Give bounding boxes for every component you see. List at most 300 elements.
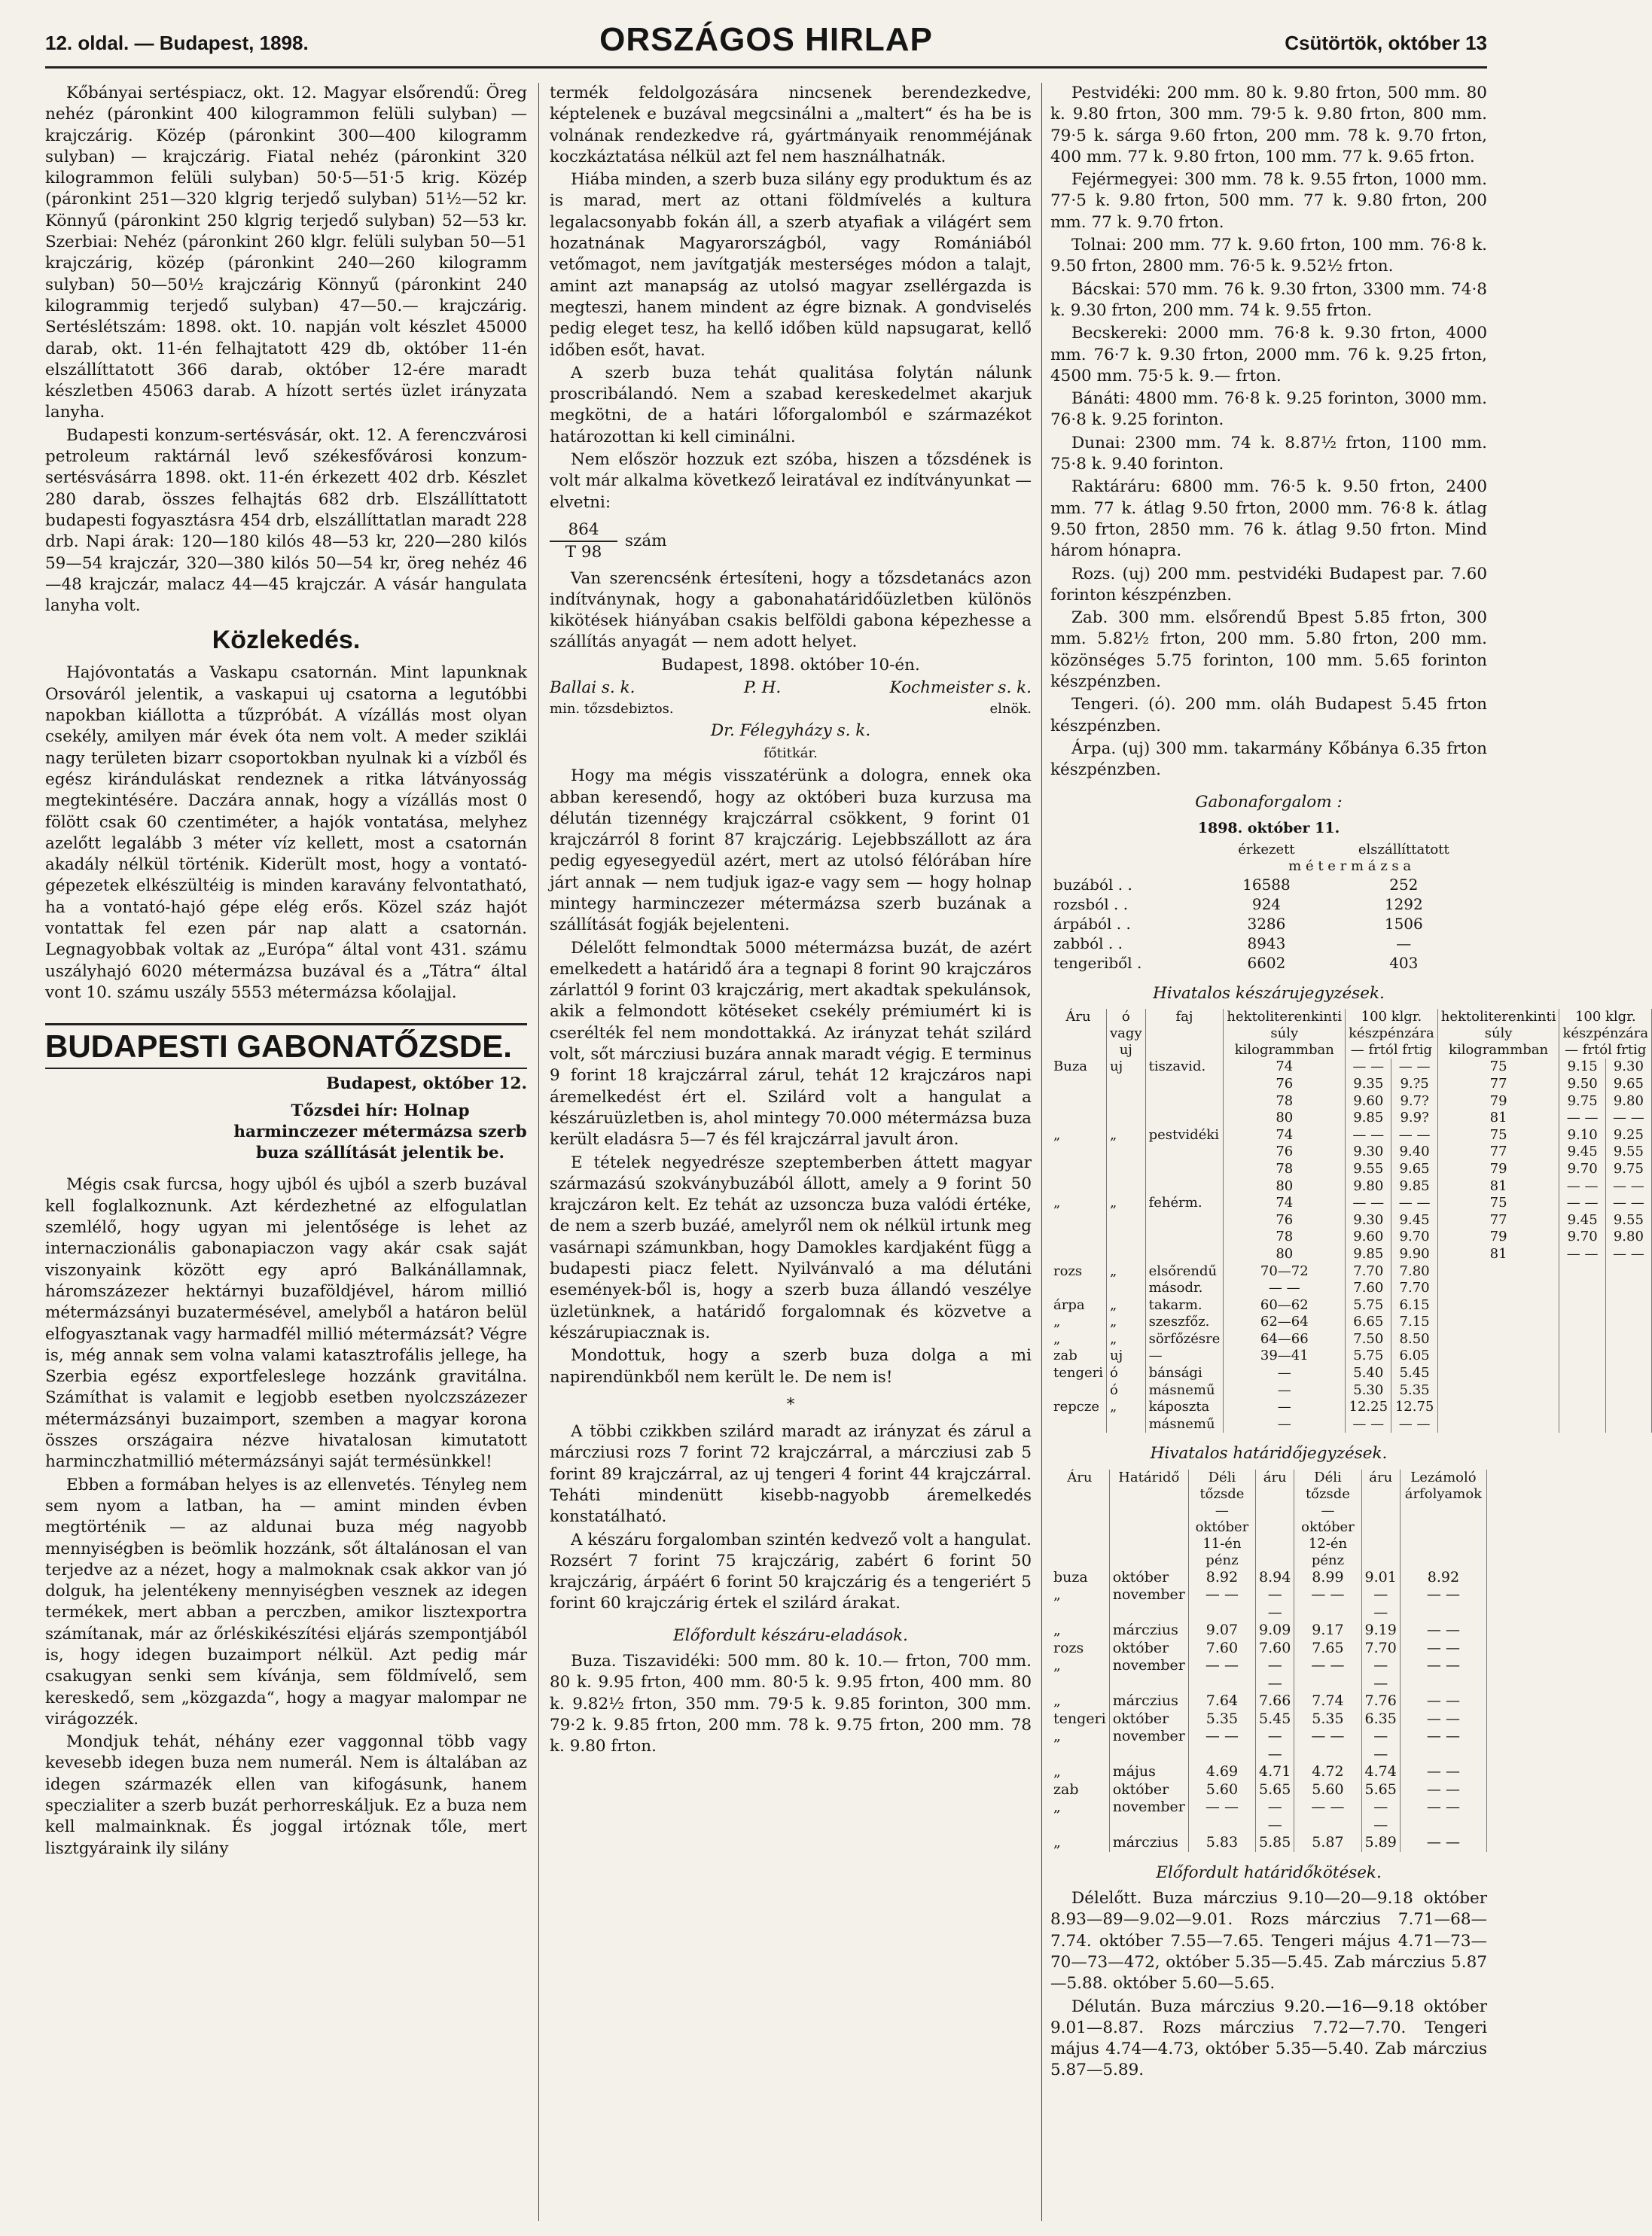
table-cell: —: [1224, 1382, 1346, 1400]
table-cell: ó: [1107, 1365, 1146, 1382]
table-cell: [1559, 1297, 1605, 1314]
table-cell: 81: [1437, 1178, 1559, 1196]
table-row: [1050, 1059, 1652, 1076]
table-cell: május: [1109, 1763, 1188, 1781]
table-cell: „: [1107, 1331, 1146, 1348]
table-cell: 7.80: [1391, 1263, 1437, 1281]
table-row: [1050, 1212, 1652, 1229]
table-cell: 75: [1437, 1059, 1559, 1076]
table-cell: [1559, 1314, 1605, 1331]
table-cell: sörfőzésre: [1145, 1331, 1224, 1348]
table-row: [1050, 1195, 1652, 1212]
signature: Ballai s. k.: [550, 678, 636, 698]
article-paragraph: Délelőtt felmondtak 5000 métermázsa buzát, de azért emelkedett a határidő ára a tegnapi 8 forint 90 krajczáros zárlattól 9 forint 03 krajczárig, mert akadtak spekulánsok, akik a felmondott kötéseket csekély prémiumért ki is cserélték fel nem mondottakká. Az irányzat tehát szilárd volt, sőt márcziusi buzára annak maradt végig. E terminus 9 forint 18 krajczárral zárul, tehát 12 krajczáros napi áremelkedést ért el. Szilárd volt a hangulat a készáruüzletben is, ahol mintegy 70.000 métermázsa buza került eladásra 5—7 és fél krajczárral javult áron.: [550, 938, 1032, 1150]
table-cell: [1107, 1178, 1146, 1196]
table-cell: 6.05: [1391, 1348, 1437, 1365]
table-cell: 9.30: [1346, 1144, 1391, 1161]
section-divider: *: [786, 1394, 795, 1414]
table-cell: [1107, 1229, 1146, 1246]
table-cell: „: [1050, 1799, 1109, 1834]
price-paragraph: Árpa. (uj) 300 mm. takarmány Kőbánya 6.35 frton készpénzben.: [1050, 739, 1487, 780]
table-row: [1050, 1110, 1652, 1127]
table-cell: 5.35: [1188, 1711, 1255, 1729]
signature-titles: [550, 699, 1032, 720]
column-header: hektoliterenkinti súly kilogrammban: [1224, 1009, 1346, 1059]
table-cell: — —: [1400, 1799, 1486, 1834]
table-cell: 76: [1224, 1076, 1346, 1093]
price-paragraph: Fejérmegyei: 300 mm. 78 k. 9.55 frton, 1000 mm. 77·5 k. 9.80 frton, 500 mm. 77 k. 9.80 frton, 200 mm. 77 k. 9.70 frton.: [1050, 170, 1487, 232]
table-row: [1050, 1399, 1652, 1416]
table-cell: [1107, 1161, 1146, 1178]
table-cell: — —: [1346, 1059, 1391, 1076]
table-cell: [1107, 1110, 1146, 1127]
masthead-title: ORSZÁGOS HIRLAP: [599, 21, 933, 58]
table-cell: [1050, 1280, 1107, 1297]
table-row: [1050, 1161, 1652, 1178]
table-cell: uj: [1107, 1059, 1146, 1076]
table-cell: 4.71: [1256, 1763, 1294, 1781]
table-row: [1050, 1314, 1652, 1331]
table-cell: 78: [1224, 1229, 1346, 1246]
table-row: [1050, 1127, 1652, 1144]
table-row: [1050, 1144, 1652, 1161]
price-paragraph: Tengeri. (ó). 200 mm. oláh Budapest 5.45 frton készpénzben.: [1050, 695, 1487, 736]
table-row: [1050, 1692, 1487, 1711]
table-cell: másnemű: [1145, 1416, 1224, 1433]
table-row: [1050, 894, 1487, 914]
table-cell: [1605, 1382, 1651, 1400]
table-cell: —: [1224, 1416, 1346, 1433]
table-cell: 9.50: [1559, 1076, 1605, 1093]
table-cell: [1145, 1110, 1224, 1127]
table-cell: 7.15: [1391, 1314, 1437, 1331]
table-cell: „: [1107, 1297, 1146, 1314]
column-header: Lezámoló árfolyamok: [1400, 1470, 1486, 1569]
table-row: [1050, 1178, 1652, 1196]
table-cell: [1437, 1365, 1559, 1382]
table-cell: „: [1107, 1263, 1146, 1281]
table-cell: 9.80: [1346, 1178, 1391, 1196]
table-cell: 9.55: [1346, 1161, 1391, 1178]
table-cell: 9.45: [1391, 1212, 1437, 1229]
table-cell: „: [1050, 1728, 1109, 1763]
table-cell: október: [1109, 1640, 1188, 1658]
table-cell: 78: [1224, 1093, 1346, 1110]
table-row: [1050, 1781, 1487, 1799]
table-cell: árpa: [1050, 1297, 1107, 1314]
article-paragraph: Hiába minden, a szerb buza silány egy produktum és az is marad, mert az ottani földmívelés a kultura legalacsonyabb fokán áll, a szerb atyafiak a világért sem hozatnának Magyarországból, vagy Romániából vetőmagot, nem javítgatják mesterséges módon a talajt, amint azt manapság az utolsó magyar zsellérgazda is megteszi, hanem mindent az égre biznak. A gondviselés pedig eleget tesz, ha kellő időben küld napsugarat, kellő időben esőt, havat.: [550, 170, 1032, 360]
table-cell: 76: [1224, 1212, 1346, 1229]
column-header: Déli tőzsde — október 11-én pénz: [1188, 1470, 1255, 1569]
table-cell: 12.75: [1391, 1399, 1437, 1416]
table-cell: [1145, 1212, 1224, 1229]
table-cell: buza: [1050, 1569, 1109, 1587]
column-rule: [538, 83, 539, 2221]
table-cell: 79: [1437, 1093, 1559, 1110]
table-cell: 6.65: [1346, 1314, 1391, 1331]
table-cell: szeszfőz.: [1145, 1314, 1224, 1331]
number-fraction: [550, 519, 617, 564]
table-cell: [1605, 1348, 1651, 1365]
table-cell: [1050, 1110, 1107, 1127]
column-header: 100 klgr. készpénzára — frtól frtig: [1559, 1009, 1652, 1059]
table-row: [1050, 1640, 1487, 1658]
table-cell: 9.09: [1256, 1622, 1294, 1640]
column-header: 100 klgr. készpénzára — frtól frtig: [1346, 1009, 1438, 1059]
table-cell: [1050, 1093, 1107, 1110]
table-row: [1050, 1711, 1487, 1729]
table-cell: 75: [1437, 1127, 1559, 1144]
table-cell: 7.70: [1361, 1640, 1400, 1658]
table-cell: — —: [1188, 1586, 1255, 1622]
table-cell: „: [1050, 1834, 1109, 1852]
table-cell: 5.89: [1361, 1834, 1400, 1852]
column-header: faj: [1145, 1009, 1224, 1059]
article-paragraph: Mondottuk, hogy a szerb buza dolga a mi napirendünkből nem került le. De nem is!: [550, 1346, 1032, 1387]
table-cell: 7.60: [1346, 1280, 1391, 1297]
table-cell: 5.83: [1188, 1834, 1255, 1852]
table-cell: — —: [1256, 1586, 1294, 1622]
table-cell: 64—66: [1224, 1331, 1346, 1348]
table-cell: 60—62: [1224, 1297, 1346, 1314]
table-cell: 9.?5: [1391, 1076, 1437, 1093]
table-cell: [1050, 1178, 1107, 1196]
table-cell: 3286: [1247, 915, 1286, 934]
table-cell: [1437, 1314, 1559, 1331]
table-cell: 9.70: [1391, 1229, 1437, 1246]
grain-traffic-table: [1050, 842, 1487, 973]
table-cell: 78: [1224, 1161, 1346, 1178]
table-cell: 8.50: [1391, 1331, 1437, 1348]
table-cell: 8.94: [1256, 1569, 1294, 1587]
price-paragraph: Pestvidéki: 200 mm. 80 k. 9.80 frton, 500 mm. 80 k. 9.80 frton, 300 mm. 79·5 k. 9.80 frton, 800 mm. 79·5 k. sárga 9.60 frton, 200 mm. 78 k. 9.70 frton, 400 mm. 77 k. 9.80 frton, 100 mm. 77 k. 9.65 frton.: [1050, 84, 1487, 166]
table-cell: 4.72: [1294, 1763, 1361, 1781]
table-cell: „: [1107, 1195, 1146, 1212]
table-cell: [1559, 1348, 1605, 1365]
table-cell: 7.65: [1294, 1640, 1361, 1658]
column-header: Határidő: [1109, 1470, 1188, 1569]
table-cell: 9.17: [1294, 1622, 1361, 1640]
table-cell-label: zabból . .: [1053, 934, 1123, 953]
table-cell: — —: [1400, 1622, 1486, 1640]
number-label: szám: [625, 532, 667, 551]
table-cell: október: [1109, 1781, 1188, 1799]
table-cell: — —: [1559, 1195, 1605, 1212]
table-cell: rozs: [1050, 1263, 1107, 1281]
table-body: [1050, 875, 1487, 973]
table-cell: — —: [1188, 1799, 1255, 1834]
table-cell: zab: [1050, 1348, 1107, 1365]
table-cell: — —: [1400, 1640, 1486, 1658]
table-cell: — —: [1559, 1246, 1605, 1263]
table-cell: tiszavid.: [1145, 1059, 1224, 1076]
table-cell: [1145, 1093, 1224, 1110]
article-paragraph: Mégis csak furcsa, hogy ujból és ujból a szerb buzával kell foglalkoznunk. Azt kérdezhetné az elfogulatlan szemlélő, hogy ugyan mi jelentősége is lehet az internaczionális gabonapiaczon vagy akár csak saját viszonyaink között egy apró Balkánállamnak, háromszázezer hektárnyi buzaföldjével, három millió métermázsányi buzatermésével, amelyből a határon belül elfogyasztanak vagy harmadfél millió métermázsát? Végre is, még annak sem volna valami katasztrofális jellege, ha Szerbia egész exportfeleslege hozzánk gravitálna. Számíthat is valamit e legjobb esetben nyolczszázezer métermázsányi buzaimport, szemben a magyar korona összes országaira nézve hivatalosan kimutatott harminczhatmillió métermázsányi saját termésünkkel!: [45, 1175, 527, 1472]
table-cell: elsőrendű: [1145, 1263, 1224, 1281]
table-cell: —: [1145, 1348, 1224, 1365]
table-cell: 79: [1437, 1161, 1559, 1178]
table-cell: 5.45: [1256, 1711, 1294, 1729]
table-cell: „: [1050, 1692, 1109, 1711]
table-cell: november: [1109, 1728, 1188, 1763]
table-row: [1050, 1586, 1487, 1622]
table-cell: — —: [1361, 1657, 1400, 1692]
table-cell: ó: [1107, 1382, 1146, 1400]
table-cell: — —: [1224, 1280, 1346, 1297]
table-row: [1050, 1382, 1652, 1400]
table-cell: „: [1050, 1657, 1109, 1692]
letter-date: Budapest, 1898. október 10-én.: [661, 655, 920, 675]
table-cell: — —: [1605, 1246, 1651, 1263]
table-header-row: [1050, 1470, 1487, 1569]
table-cell: 6.15: [1391, 1297, 1437, 1314]
table-cell: [1559, 1416, 1605, 1433]
table-cell: másnemű: [1145, 1382, 1224, 1400]
table-cell: [1107, 1280, 1146, 1297]
table-row: [1050, 1799, 1487, 1834]
table-cell: [1605, 1331, 1651, 1348]
table-cell: 9.25: [1605, 1127, 1651, 1144]
article-paragraph: Hajóvontatás a Vaskapu csatornán. Mint lapunknak Orsováról jelentik, a vaskapui uj csatorna a legutóbbi napokban kiállotta a tűzpróbát. A vízállás most olyan csekély, amilyen már évek óta nem volt. A meder sziklái nagy területen bizarr csoportokban nyulnak ki a vízből és egész kiránduláskat rendeznek a ritka látványosság megtekintésére. Daczára annak, hogy a vízállás most 0 fölött csak 60 czentiméter, a hajók vontatása, melyhez azelőtt legalább 3 méter víz kellett, most a csatornán akadály nélkül történik. Kiderült most, hogy a vontató-gépezetek elkészültéig is minden karavány felvontatható, ha a vontató-hajó gépe elég erős. Közel száz hajót vontattak fel ezen pár nap alatt a csatornán. Legnagyobbak voltak az „Európa“ által vont 431. számu uszályhajó 6020 métermázsa buzával és a „Tátra“ által vont 10. számu uszály 5553 métermázsa kőolajjal.: [45, 663, 527, 1002]
table-cell: 9.07: [1188, 1622, 1255, 1640]
table-cell: 9.80: [1605, 1229, 1651, 1246]
table-cell: — —: [1294, 1799, 1361, 1834]
table-cell: „: [1107, 1127, 1146, 1144]
table-cell: 4.74: [1361, 1763, 1400, 1781]
table-cell: 9.30: [1346, 1212, 1391, 1229]
table-cell-label: rozsból . .: [1053, 895, 1129, 914]
table-cell: 7.66: [1256, 1692, 1294, 1711]
table-cell: 80: [1224, 1110, 1346, 1127]
table-cell: 9.80: [1605, 1093, 1651, 1110]
table-cell: 9.55: [1605, 1212, 1651, 1229]
table-cell: [1605, 1416, 1651, 1433]
table-row: [1050, 1763, 1487, 1781]
table-cell: „: [1050, 1314, 1107, 1331]
table-cell: [1605, 1365, 1651, 1382]
table-row: [1050, 914, 1487, 934]
table-cell: márczius: [1109, 1622, 1188, 1640]
table-cell: [1605, 1297, 1651, 1314]
table-row: [1050, 1728, 1487, 1763]
table-cell: — —: [1256, 1657, 1294, 1692]
table-cell: [1107, 1144, 1146, 1161]
table-row: [1050, 1297, 1652, 1314]
table-cell: [1437, 1331, 1559, 1348]
table-cell: [1145, 1076, 1224, 1093]
table-cell: [1107, 1246, 1146, 1263]
table-cell: „: [1050, 1195, 1107, 1212]
table-cell: 9.60: [1346, 1093, 1391, 1110]
section-heading-large: BUDAPESTI GABONATŐZSDE.: [45, 1023, 527, 1069]
table-cell: [1107, 1093, 1146, 1110]
table-cell: 9.35: [1346, 1076, 1391, 1093]
article-paragraph: A szerb buza tehát qualitása folytán nálunk proscribálandó. Nem a szabad kereskedelmet akarjuk megkötni, de a határi lőforgalomból e származékot határozottan ki kell ciminálni.: [550, 363, 1032, 446]
number-bottom: T 98: [565, 543, 602, 562]
table-title: Előfordult határidőkötések.: [1156, 1863, 1382, 1882]
table-cell: 7.60: [1188, 1640, 1255, 1658]
column-header-unit: m é t e r m á z s a: [1288, 858, 1412, 875]
table-cell: 8.92: [1188, 1569, 1255, 1587]
table-row: [1050, 1246, 1652, 1263]
table-cell: tengeri: [1050, 1711, 1109, 1729]
table-cell: [1437, 1348, 1559, 1365]
table-cell: bánsági: [1145, 1365, 1224, 1382]
table-row: [1050, 953, 1487, 973]
table-cell: — —: [1256, 1728, 1294, 1763]
signature-line: [550, 678, 1032, 699]
document-number: [550, 515, 1032, 568]
table-cell: — —: [1400, 1692, 1486, 1711]
table-cell: 74: [1224, 1127, 1346, 1144]
table-cell: 4.69: [1188, 1763, 1255, 1781]
table-cell: 9.7?: [1391, 1093, 1437, 1110]
table-row: [1050, 1657, 1487, 1692]
table-cell: — —: [1346, 1195, 1391, 1212]
table-cell: 80: [1224, 1178, 1346, 1196]
table-cell: — —: [1361, 1799, 1400, 1834]
price-paragraph: Dunai: 2300 mm. 74 k. 8.87½ frton, 1100 mm. 75·8 k. 9.40 forinton.: [1050, 433, 1487, 474]
table-cell: [1145, 1246, 1224, 1263]
table-cell: [1050, 1161, 1107, 1178]
page-header: [45, 21, 1487, 69]
table-cell: [1437, 1297, 1559, 1314]
table-cell: 80: [1224, 1246, 1346, 1263]
table-cell: rozs: [1050, 1640, 1109, 1658]
table-row: [1050, 1263, 1652, 1281]
table-cell: 5.35: [1391, 1382, 1437, 1400]
cash-price-table: [1050, 1009, 1652, 1433]
table-title: Gabonaforgalom :: [1195, 792, 1343, 812]
signature: Kochmeister s. k.: [889, 678, 1032, 698]
table-cell: október: [1109, 1569, 1188, 1587]
table-cell: 5.85: [1256, 1834, 1294, 1852]
table-cell: — —: [1346, 1127, 1391, 1144]
table-cell: 7.74: [1294, 1692, 1361, 1711]
table-cell: — —: [1294, 1657, 1361, 1692]
table-cell: 75: [1437, 1195, 1559, 1212]
table-cell: [1145, 1161, 1224, 1178]
table-cell: 6602: [1247, 954, 1286, 973]
table-cell: —: [1224, 1399, 1346, 1416]
table-cell: 5.65: [1256, 1781, 1294, 1799]
column-header: érkezett: [1238, 842, 1295, 858]
table-cell: 77: [1437, 1076, 1559, 1093]
table-cell: 9.45: [1559, 1212, 1605, 1229]
table-row: [1050, 1280, 1652, 1297]
trade-paragraph: Délelőtt. Buza márczius 9.10—20—9.18 október 8.93—89—9.02—9.01. Rozs márczius 7.71—68—7.74. október 7.55—7.65. Tengeri május 4.71—73—70—73—472, október 5.35—5.45. Zab márczius 5.87—5.88. október 5.60—5.65.: [1050, 1889, 1487, 1994]
table-cell: — —: [1605, 1178, 1651, 1196]
table-cell: — —: [1294, 1586, 1361, 1622]
table-cell: [1559, 1263, 1605, 1281]
table-row: [1050, 1834, 1487, 1852]
table-cell: — —: [1391, 1416, 1437, 1433]
table-cell: 9.10: [1559, 1127, 1605, 1144]
table-cell: 9.85: [1391, 1178, 1437, 1196]
table-cell: 7.70: [1391, 1280, 1437, 1297]
table-cell: 5.40: [1346, 1365, 1391, 1382]
table-cell: 70—72: [1224, 1263, 1346, 1281]
table-cell: fehérm.: [1145, 1195, 1224, 1212]
table-cell: 9.60: [1346, 1229, 1391, 1246]
table-cell: 5.45: [1391, 1365, 1437, 1382]
column-header: ó vagy uj: [1107, 1009, 1146, 1059]
table-cell: — —: [1400, 1711, 1486, 1729]
table-cell: — —: [1361, 1586, 1400, 1622]
article-paragraph: Budapesti konzum-sertésvásár, okt. 12. A ferenczvárosi petroleum raktárnál levő székesfővárosi konzum-sertésvásárra 1898. okt. 11-én érkezett 402 drb. Készlet 280 darab, összes felhajtás 682 drb. Elszállíttatott budapesti fogyasztásra 454 drb, elszállíttatlan maradt 228 drb. Napi árak: 120—180 kilós 48—53 kr, 220—280 kilós 59—54 krajczár, 320—380 kilós 50—54 kr, öreg nehéz 46—48 krajczár, malacz 44—45 krajczár. A vásár hangulata lanyha volt.: [45, 425, 527, 616]
table-cell: „: [1107, 1314, 1146, 1331]
table-row: [1050, 1569, 1487, 1587]
table-cell: 1292: [1384, 895, 1423, 914]
table-cell-label: tengeriből .: [1053, 954, 1142, 973]
article-paragraph: Van szerencsénk értesíteni, hogy a tőzsdetanács azon indítványnak, hogy a gabonahatáridőüzletben különös kikötések hiányában csakis belföldi gabona képezhesse a szállítás anyagát — nem adott helyet.: [550, 568, 1032, 652]
signature-title: főtitkár.: [764, 745, 818, 761]
table-row: [1050, 1622, 1487, 1640]
signature-title: min. tőzsdebiztos.: [550, 701, 674, 717]
table-cell: 9.45: [1559, 1144, 1605, 1161]
table-cell: 403: [1389, 954, 1419, 973]
table-cell: 76: [1224, 1144, 1346, 1161]
table-cell: 7.64: [1188, 1692, 1255, 1711]
table-cell: [1605, 1399, 1651, 1416]
column-header: áru: [1361, 1470, 1400, 1569]
table-cell: 1506: [1384, 915, 1423, 934]
table-title: Hivatalos készárujegyzések.: [1153, 984, 1385, 1004]
price-paragraph: Bácskai: 570 mm. 76 k. 9.30 frton, 3300 mm. 74·8 k. 9.30 frton, 200 mm. 74 k. 9.55 frton.: [1050, 279, 1487, 320]
table-cell: [1559, 1399, 1605, 1416]
seal-mark: P. H.: [743, 678, 782, 698]
table-cell: 8.99: [1294, 1569, 1361, 1587]
table-cell: márczius: [1109, 1692, 1188, 1711]
table-cell: 8943: [1247, 934, 1286, 953]
table-cell: tengeri: [1050, 1365, 1107, 1382]
article-paragraph: E tételek negyedrésze szeptemberben áttett magyar származású szokványbuzából állott, amely a 9 forint 50 krajczáron kelt. Ez tehát az uzsoncza buza valódi értéke, de nem a szerb buzáé, amelyről nem ok nélkül irtunk meg vasárnapi számunkban, hogy Damokles kardjaként függ a budapesti piacz felett. Nyilvánvaló a ma délutáni események-ből is, hogy a szerb buza állandó veszélye üzletünknek, a határidő forgalomnak és közvetve a készárupiacznak is.: [550, 1153, 1032, 1342]
table-cell: — —: [1256, 1799, 1294, 1834]
column-rule: [1041, 83, 1042, 2221]
table-cell: 39—41: [1224, 1348, 1346, 1365]
table-cell: pestvidéki: [1145, 1127, 1224, 1144]
table-cell: 5.87: [1294, 1834, 1361, 1852]
price-paragraph: Zab. 300 mm. elsőrendű Bpest 5.85 frton, 300 mm. 5.82½ frton, 200 mm. 5.80 frton, 200 mm. közönséges 5.75 forinton, 100 mm. 5.65 forinton készpénzben.: [1050, 608, 1487, 692]
table-cell: zab: [1050, 1781, 1109, 1799]
table-cell: 77: [1437, 1144, 1559, 1161]
table-cell: [1145, 1144, 1224, 1161]
table-cell: [1145, 1178, 1224, 1196]
article-paragraph: Hogy ma mégis visszatérünk a dologra, ennek oka abban keresendő, hogy az októberi buza kurzusa ma délután tizennégy krajczárral csökkent, 9 forint 01 krajczárról 8 forint 87 krajczárig. Lejebbszállott az ára pedig egyesegyedül azért, mert az utolsó félórában híre járt annak — nem tudjuk igaz-e vagy sem — hogy holnap mintegy harminczezer métermázsa szerb buzának a szállítását fogják bejelenteni.: [550, 766, 1032, 935]
table-cell: repcze: [1050, 1399, 1107, 1416]
table-cell: 74: [1224, 1195, 1346, 1212]
table-cell: [1050, 1144, 1107, 1161]
table-cell: 16588: [1242, 876, 1291, 894]
table-cell: — —: [1346, 1416, 1391, 1433]
table-cell: 9.01: [1361, 1569, 1400, 1587]
article-paragraph: Buza. Tiszavidéki: 500 mm. 80 k. 10.— frton, 700 mm. 80 k. 9.95 frton, 400 mm. 80·5 k. 9.95 frton, 400 mm. 80 k. 9.82½ frton, 350 mm. 79·5 k. 9.85 forinton, 300 mm. 79·2 k. 9.85 frton, 200 mm. 78 k. 9.75 frton, 200 mm. 78 k. 9.80 frton.: [550, 1652, 1032, 1756]
table-cell: 74: [1224, 1059, 1346, 1076]
column-header: Áru: [1050, 1470, 1109, 1569]
table-cell: november: [1109, 1799, 1188, 1834]
column-header: elszállíttatott: [1358, 842, 1449, 858]
table-cell: —: [1396, 934, 1412, 953]
table-cell: 5.35: [1294, 1711, 1361, 1729]
column-header: Áru: [1050, 1009, 1107, 1059]
table-cell: — —: [1361, 1728, 1400, 1763]
table-header-row: [1050, 1009, 1652, 1059]
column-header: Déli tőzsde — október 12-én pénz: [1294, 1470, 1361, 1569]
table-row: [1050, 934, 1487, 953]
table-cell: 9.90: [1391, 1246, 1437, 1263]
table-row: [1050, 1229, 1652, 1246]
table-cell: 9.85: [1346, 1246, 1391, 1263]
